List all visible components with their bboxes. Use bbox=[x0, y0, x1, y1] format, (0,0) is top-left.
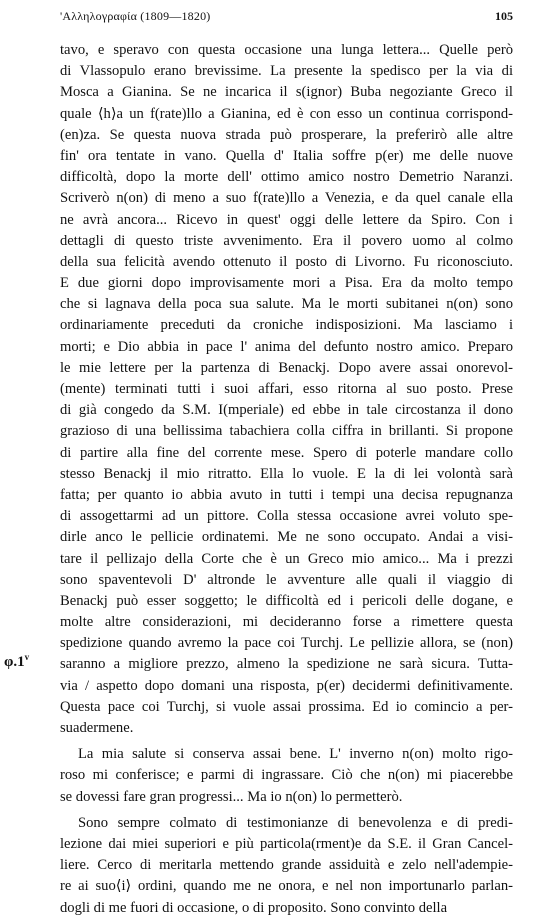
text-line: stesso Benackj il mio ritratto. Ella lo vuole. E la di lei volontà sarà bbox=[60, 465, 513, 482]
text-line: che si lagnava della poca sua salute. Ma le morti subitanei n(on) sono bbox=[60, 296, 513, 313]
text-line: morti; e Dio abbia in pace l' anima del defunto nostro amico. Preparo bbox=[60, 338, 513, 355]
text-line: molte altre considerazioni, mi decideranno forse a rimettere questa bbox=[60, 614, 513, 631]
text-line: di Vlassopulo erano brevissime. La presente la spedisco per la via di bbox=[60, 63, 513, 80]
text-line: Sono sempre colmato di testimonianze di benevolenza e di predi- bbox=[78, 814, 513, 831]
paragraph bbox=[60, 40, 513, 739]
text-line: dirle anco le pellicie ordinatemi. Me ne sono occupato. Andai a visi- bbox=[60, 529, 513, 546]
text-line: re ai suo⟨i⟩ ordini, quando me ne onora, e nel non importunarlo parlan- bbox=[60, 878, 513, 895]
text-line: della sua felicità avendo ottenuto il posto di Livorno. Fu riconosciuto. bbox=[60, 253, 513, 270]
text-line: se dovessi fare gran progressi... Ma io n(on) lo permetterò. bbox=[60, 788, 403, 805]
text-line: roso mi conferisce; e parmi di ingrassare. Ciò che n(on) mi piacerebbe bbox=[60, 767, 513, 784]
text-line: dettagli di questo triste avvenimento. Era il povero uomo al colmo bbox=[60, 232, 513, 249]
text-line: le mie lettere per la partenza di Benackj. Dopo avere assai onorevol- bbox=[60, 359, 513, 376]
text-line: tare il pellizajo della Corte che è un Greco mio amico... Ma i prezzi bbox=[60, 550, 513, 567]
text-line: liere. Cerco di meritarla mettendo grande assiduità e zelo nell'adempie- bbox=[60, 857, 513, 874]
text-line: suadermene. bbox=[60, 720, 134, 736]
text-line: Questa pace coi Turchj, si vuole assai prossima. Ed io comincio a per- bbox=[60, 698, 513, 715]
running-title: 'Αλληλογραφία (1809—1820) bbox=[60, 9, 211, 23]
text-line: quale ⟨h⟩a un f(rate)llo a Gianina, ed è con esso un continua corrispond- bbox=[60, 105, 513, 122]
folio-label: φ.1 bbox=[4, 654, 25, 670]
text-line: di già congedo da S.M. I(mperiale) ed ebbe in tale circostanza il dono bbox=[60, 402, 513, 419]
page-number: 105 bbox=[495, 9, 513, 23]
folio-margin-note bbox=[4, 647, 29, 673]
text-line: Mosca a Gianina. Se ne incarica il s(ignor) Buba negoziante Greco il bbox=[60, 84, 513, 101]
letter-body bbox=[60, 40, 513, 919]
text-line: E due giorni dopo improvisamente mori a Pisa. Era da molto tempo bbox=[60, 275, 513, 292]
text-line: sono spaventevoli D' altronde le avventure alle quali il viaggio di bbox=[60, 571, 513, 588]
text-line: ne avrà ancora... Ricevo in quest' oggi delle lettere da Spiro. Con i bbox=[60, 211, 513, 228]
text-line: (mente) terminati tutti i suoi affari, esso ritorna al suo posto. Prese bbox=[60, 381, 513, 397]
text-line: ordinariamente preceduti da croniche indisposizioni. Ma lasciamo i bbox=[60, 317, 513, 334]
text-line: (en)za. Se questa nuova strada può prosperare, la preferirò alle altre bbox=[60, 126, 513, 143]
text-line: Benackj può esser soggetto; le difficoltà ed i pericoli delle dogane, e bbox=[60, 592, 513, 609]
text-line: fatta; per quanto io abbia avuto in tutti i tempi una decisa repugnanza bbox=[60, 486, 513, 503]
text-line: lezione dai miei superiori e più particola(rment)e da S.E. il Gran Cancel- bbox=[60, 835, 513, 852]
text-line: tavo, e speravo con questa occasione una lunga lettera... Quelle però bbox=[60, 42, 513, 58]
text-line: via / aspetto dopo domani una risposta, p(er) decidermi definitivamente. bbox=[60, 677, 513, 694]
text-line: fin' ora tentate in vano. Quella d' Italia soffre p(er) me delle nuove bbox=[60, 147, 513, 164]
folio-side: v bbox=[24, 652, 30, 662]
running-header bbox=[60, 7, 513, 25]
text-line: dogli di me fuori di occasione, o di proposito. Sono convinto della bbox=[60, 899, 448, 916]
text-line: difficoltà, dopo la morte dell' ottimo amico nostro Demetrio Naranzi. bbox=[60, 169, 513, 186]
text-line: di assogettarmi ad un pittore. Colla stessa occasione avrei voluto spe- bbox=[60, 508, 513, 525]
text-line: di partire alla fine del corrente mese. Spero di poterle mandare collo bbox=[60, 444, 513, 461]
text-line: La mia salute si conserva assai bene. L' inverno n(on) molto rigo- bbox=[78, 746, 513, 763]
text-line: grazioso di una bellissima tabachiera colla ciffra in brillanti. Si propone bbox=[60, 423, 513, 440]
text-line: spedizione quando avremo la pace coi Turchj. Le pellizie allora, se (non) bbox=[60, 635, 513, 652]
paragraph bbox=[60, 744, 513, 808]
text-line: saranno a migliore prezzo, almeno la spedizione ne sarà sicura. Tutta- bbox=[60, 656, 513, 673]
text-line: Scriverò n(on) di meno a suo f(rate)llo a Venezia, e da quel canale ella bbox=[60, 190, 513, 207]
paragraph bbox=[60, 813, 513, 919]
